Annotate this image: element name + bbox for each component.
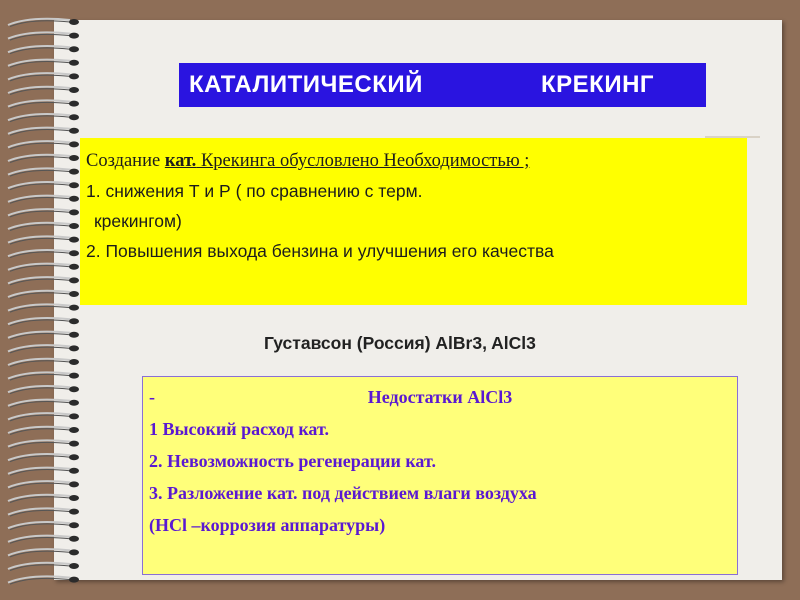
spiral-hole — [69, 60, 79, 66]
spiral-hole — [69, 522, 79, 528]
spiral-hole — [69, 87, 79, 93]
spiral-hole — [69, 33, 79, 39]
intro-lead-underlined: кат. — [164, 151, 197, 171]
spiral-hole — [69, 386, 79, 392]
drawback-item: 1 Высокий расход кат. — [149, 419, 329, 439]
spiral-hole — [69, 209, 79, 215]
spiral-hole — [69, 73, 79, 79]
drawback-item: (HCl –коррозия аппаратуры) — [149, 515, 386, 535]
spiral-hole — [69, 563, 79, 569]
intro-lead — [86, 146, 529, 176]
spiral-hole — [69, 509, 79, 515]
drawbacks-heading: Недостатки AlCl3 — [367, 387, 513, 407]
spiral-hole — [69, 128, 79, 134]
spiral-hole — [69, 250, 79, 256]
spiral-hole — [69, 169, 79, 175]
spiral-hole — [69, 141, 79, 147]
drawback-item: 2. Невозможность регенерации кат. — [149, 451, 436, 471]
spiral-hole — [69, 46, 79, 52]
spiral-hole — [69, 549, 79, 555]
title-banner — [179, 63, 706, 107]
spiral-hole — [69, 237, 79, 243]
title-word-1: КАТАЛИТИЧЕСКИЙ — [189, 71, 423, 98]
spiral-hole — [69, 345, 79, 351]
title-word-2: КРЕКИНГ — [541, 71, 654, 98]
spiral-hole — [69, 400, 79, 406]
spiral-hole — [69, 101, 79, 107]
intro-item-1-cont: крекингом) — [94, 211, 182, 231]
spiral-hole — [69, 427, 79, 433]
spiral-hole — [69, 196, 79, 202]
intro-box — [80, 138, 747, 305]
spiral-hole — [69, 318, 79, 324]
drawbacks-box — [142, 376, 738, 575]
spiral-hole — [69, 536, 79, 542]
intro-lead-text: Создание — [86, 151, 165, 171]
spiral-hole — [69, 468, 79, 474]
spiral-hole — [69, 182, 79, 188]
author-line: Густавсон (Россия) AlBr3, AlCl3 — [264, 333, 536, 353]
spiral-hole — [69, 291, 79, 297]
intro-item-2: 2. Повышения выхода бензина и улучшения его качества — [86, 241, 554, 261]
spiral-hole — [69, 305, 79, 311]
spiral-hole — [69, 454, 79, 460]
spiral-hole — [69, 114, 79, 120]
spiral-hole — [69, 481, 79, 487]
spiral-hole — [69, 373, 79, 379]
spiral-hole — [69, 413, 79, 419]
spiral-hole — [69, 332, 79, 338]
spiral-hole — [69, 155, 79, 161]
intro-item-1: 1. снижения Т и Р ( по сравнению с терм. — [86, 181, 423, 201]
spiral-hole — [69, 577, 79, 583]
drawbacks-dash: - — [149, 387, 155, 407]
spiral-hole — [69, 223, 79, 229]
drawback-item: 3. Разложение кат. под действием влаги воздуха — [149, 483, 537, 503]
intro-lead-rest: Крекинга обусловлено Необходимостью ; — [196, 151, 530, 171]
spiral-hole — [69, 264, 79, 270]
spiral-hole — [69, 359, 79, 365]
spiral-hole — [69, 495, 79, 501]
spiral-hole — [69, 441, 79, 447]
spiral-hole — [69, 277, 79, 283]
spiral-hole — [69, 19, 79, 25]
